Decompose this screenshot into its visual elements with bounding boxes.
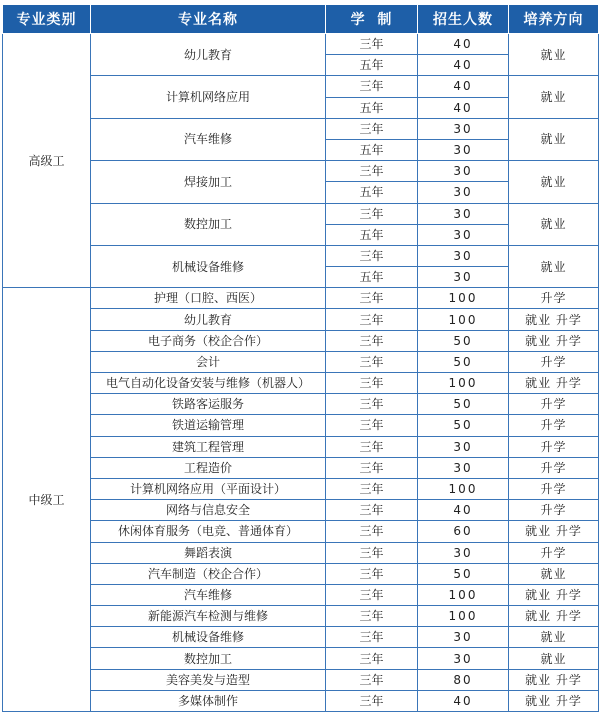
enrollment-cell: 40 (418, 97, 509, 118)
direction-cell: 就业 升学 (509, 690, 599, 711)
major-cell: 数控加工 (91, 203, 326, 245)
major-cell: 铁路客运服务 (91, 394, 326, 415)
duration-cell: 三年 (326, 690, 418, 711)
duration-cell: 五年 (326, 139, 418, 160)
direction-cell: 就业 (509, 648, 599, 669)
enrollment-cell: 100 (418, 584, 509, 605)
duration-cell: 三年 (326, 309, 418, 330)
table-row (3, 521, 599, 542)
major-cell: 焊接加工 (91, 161, 326, 203)
major-cell: 幼儿教育 (91, 34, 326, 76)
duration-cell: 三年 (326, 563, 418, 584)
enrollment-cell: 30 (418, 457, 509, 478)
duration-cell: 五年 (326, 55, 418, 76)
duration-cell: 三年 (326, 288, 418, 309)
duration-cell: 三年 (326, 478, 418, 499)
major-cell: 汽车维修 (91, 118, 326, 160)
major-cell: 计算机网络应用（平面设计） (91, 478, 326, 499)
enrollment-cell: 30 (418, 161, 509, 182)
duration-cell: 三年 (326, 373, 418, 394)
major-cell: 新能源汽车检测与维修 (91, 606, 326, 627)
duration-cell: 三年 (326, 394, 418, 415)
table-row (3, 478, 599, 499)
direction-cell: 升学 (509, 478, 599, 499)
table-row (3, 288, 599, 309)
header-enrollment: 招生人数 (418, 5, 509, 34)
duration-cell: 三年 (326, 648, 418, 669)
major-cell: 舞蹈表演 (91, 542, 326, 563)
major-cell: 汽车制造（校企合作） (91, 563, 326, 584)
major-cell: 电气自动化设备安装与维修（机器人） (91, 373, 326, 394)
major-cell: 工程造价 (91, 457, 326, 478)
direction-cell: 就业 升学 (509, 606, 599, 627)
major-cell: 建筑工程管理 (91, 436, 326, 457)
major-cell: 网络与信息安全 (91, 500, 326, 521)
enrollment-cell: 30 (418, 627, 509, 648)
enrollment-cell: 40 (418, 34, 509, 55)
major-cell: 幼儿教育 (91, 309, 326, 330)
enrollment-cell: 30 (418, 648, 509, 669)
duration-cell: 三年 (326, 457, 418, 478)
major-cell: 计算机网络应用 (91, 76, 326, 118)
table-row (3, 436, 599, 457)
enrollment-cell: 30 (418, 224, 509, 245)
direction-cell: 就业 (509, 245, 599, 287)
direction-cell: 就业 升学 (509, 373, 599, 394)
enrollment-cell: 50 (418, 563, 509, 584)
direction-cell: 就业 (509, 627, 599, 648)
duration-cell: 三年 (326, 161, 418, 182)
duration-cell: 五年 (326, 267, 418, 288)
duration-cell: 三年 (326, 584, 418, 605)
direction-cell: 升学 (509, 500, 599, 521)
enrollment-cell: 100 (418, 373, 509, 394)
table-row (3, 606, 599, 627)
enrollment-cell: 40 (418, 76, 509, 97)
duration-cell: 三年 (326, 627, 418, 648)
enrollment-cell: 30 (418, 245, 509, 266)
direction-cell: 升学 (509, 436, 599, 457)
direction-cell: 就业 升学 (509, 309, 599, 330)
table-row (3, 245, 599, 266)
table-row (3, 690, 599, 711)
table-row (3, 373, 599, 394)
major-cell: 休闲体育服务（电竞、普通体育） (91, 521, 326, 542)
direction-cell: 就业 (509, 563, 599, 584)
duration-cell: 三年 (326, 330, 418, 351)
table-row (3, 500, 599, 521)
duration-cell: 三年 (326, 351, 418, 372)
table-row (3, 627, 599, 648)
table-body (3, 34, 599, 712)
header-row (3, 5, 599, 34)
direction-cell: 就业 升学 (509, 521, 599, 542)
table-row (3, 669, 599, 690)
enrollment-cell: 50 (418, 415, 509, 436)
enrollment-cell: 30 (418, 139, 509, 160)
duration-cell: 三年 (326, 521, 418, 542)
table-row (3, 542, 599, 563)
table-row (3, 394, 599, 415)
header-duration: 学 制 (326, 5, 418, 34)
enrollment-cell: 30 (418, 267, 509, 288)
direction-cell: 就业 (509, 34, 599, 76)
table-header (3, 5, 599, 34)
enrollment-cell: 30 (418, 182, 509, 203)
direction-cell: 升学 (509, 351, 599, 372)
direction-cell: 升学 (509, 394, 599, 415)
enrollment-cell: 30 (418, 436, 509, 457)
major-cell: 机械设备维修 (91, 245, 326, 287)
table-row (3, 351, 599, 372)
direction-cell: 升学 (509, 288, 599, 309)
enrollment-cell: 40 (418, 500, 509, 521)
major-cell: 会计 (91, 351, 326, 372)
major-cell: 机械设备维修 (91, 627, 326, 648)
table-row (3, 34, 599, 55)
table-row (3, 118, 599, 139)
table-row (3, 330, 599, 351)
duration-cell: 三年 (326, 118, 418, 139)
enrollment-cell: 30 (418, 542, 509, 563)
duration-cell: 三年 (326, 606, 418, 627)
enrollment-cell: 100 (418, 478, 509, 499)
direction-cell: 就业 (509, 76, 599, 118)
direction-cell: 就业 升学 (509, 330, 599, 351)
direction-cell: 升学 (509, 457, 599, 478)
enrollment-cell: 50 (418, 394, 509, 415)
table-row (3, 203, 599, 224)
duration-cell: 三年 (326, 245, 418, 266)
enrollment-cell: 40 (418, 55, 509, 76)
duration-cell: 五年 (326, 97, 418, 118)
enrollment-cell: 30 (418, 203, 509, 224)
direction-cell: 就业 升学 (509, 584, 599, 605)
major-cell: 电子商务（校企合作） (91, 330, 326, 351)
enrollment-cell: 60 (418, 521, 509, 542)
direction-cell: 就业 (509, 161, 599, 203)
direction-cell: 就业 (509, 118, 599, 160)
table-row (3, 584, 599, 605)
direction-cell: 升学 (509, 415, 599, 436)
direction-cell: 就业 升学 (509, 669, 599, 690)
header-major: 专业名称 (91, 5, 326, 34)
table-row (3, 415, 599, 436)
enrollment-cell: 50 (418, 351, 509, 372)
major-cell: 汽车维修 (91, 584, 326, 605)
enrollment-cell: 50 (418, 330, 509, 351)
table-row (3, 76, 599, 97)
header-direction: 培养方向 (509, 5, 599, 34)
enrollment-cell: 100 (418, 309, 509, 330)
direction-cell: 升学 (509, 542, 599, 563)
duration-cell: 三年 (326, 76, 418, 97)
major-cell: 数控加工 (91, 648, 326, 669)
major-cell: 美容美发与造型 (91, 669, 326, 690)
category-cell: 高级工 (3, 34, 91, 288)
direction-cell: 就业 (509, 203, 599, 245)
major-cell: 护理（口腔、西医） (91, 288, 326, 309)
table-row (3, 563, 599, 584)
major-cell: 多媒体制作 (91, 690, 326, 711)
duration-cell: 三年 (326, 436, 418, 457)
major-cell: 铁道运输管理 (91, 415, 326, 436)
duration-cell: 三年 (326, 542, 418, 563)
table-row (3, 309, 599, 330)
enrollment-cell: 30 (418, 118, 509, 139)
enrollment-table (2, 4, 599, 712)
duration-cell: 三年 (326, 500, 418, 521)
category-cell: 中级工 (3, 288, 91, 712)
duration-cell: 五年 (326, 224, 418, 245)
table-row (3, 161, 599, 182)
enrollment-cell: 80 (418, 669, 509, 690)
table-row (3, 648, 599, 669)
enrollment-cell: 100 (418, 606, 509, 627)
table-row (3, 457, 599, 478)
enrollment-cell: 40 (418, 690, 509, 711)
duration-cell: 三年 (326, 669, 418, 690)
duration-cell: 三年 (326, 203, 418, 224)
header-category: 专业类别 (3, 5, 91, 34)
duration-cell: 三年 (326, 34, 418, 55)
duration-cell: 五年 (326, 182, 418, 203)
enrollment-cell: 100 (418, 288, 509, 309)
duration-cell: 三年 (326, 415, 418, 436)
